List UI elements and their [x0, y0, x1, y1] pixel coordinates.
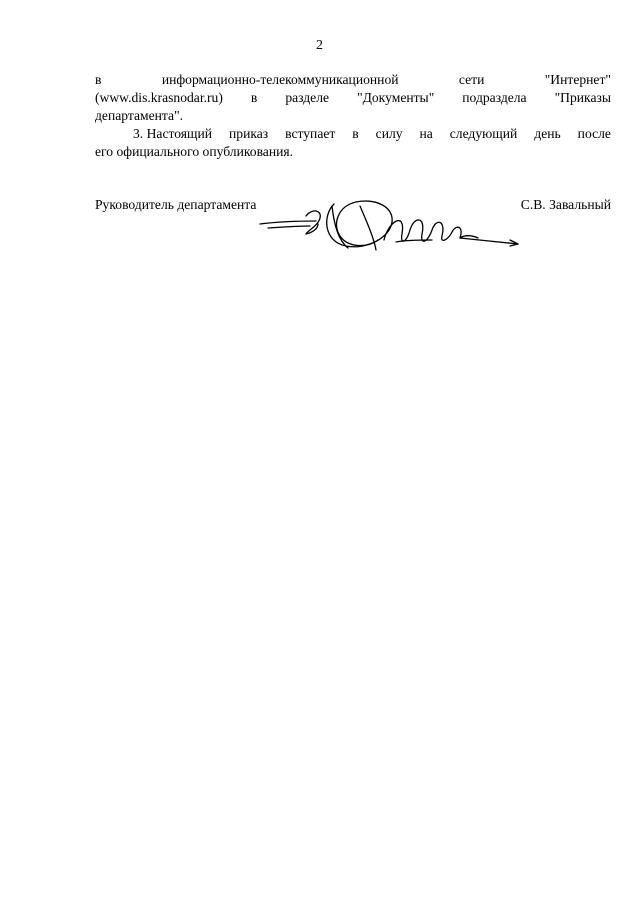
paragraph-line: департамента". [95, 108, 184, 123]
word: подраздела [462, 90, 527, 105]
page-number: 2 [316, 38, 323, 53]
word: в [250, 90, 258, 105]
handwritten-signature [256, 194, 522, 260]
word: (www.dis.krasnodar.ru) [95, 90, 223, 105]
paragraph-line: его официального опубликования. [95, 144, 294, 159]
word: сети [458, 72, 485, 87]
word: силу [375, 126, 403, 141]
paragraph-3 [95, 125, 611, 161]
word: "Приказы [554, 90, 611, 105]
paragraph-continuation [95, 71, 611, 125]
word: на [419, 126, 433, 141]
word: информационно-телекоммуникационной [161, 72, 399, 87]
word: приказ [229, 126, 269, 141]
word: следующий [449, 126, 518, 141]
word: вступает [285, 126, 336, 141]
word: 3. Настоящий [133, 126, 213, 141]
paragraph-line [95, 89, 611, 107]
word: разделе [285, 90, 330, 105]
word: в [95, 72, 102, 87]
paragraph-line [95, 125, 611, 143]
word: после [577, 126, 611, 141]
word: день [534, 126, 561, 141]
word: "Документы" [357, 90, 435, 105]
signatory-position: Руководитель департамента [95, 197, 257, 212]
signatory-name: С.В. Завальный [520, 197, 611, 212]
word: "Интернет" [544, 72, 611, 87]
paragraph-line [95, 71, 611, 89]
word: в [352, 126, 359, 141]
